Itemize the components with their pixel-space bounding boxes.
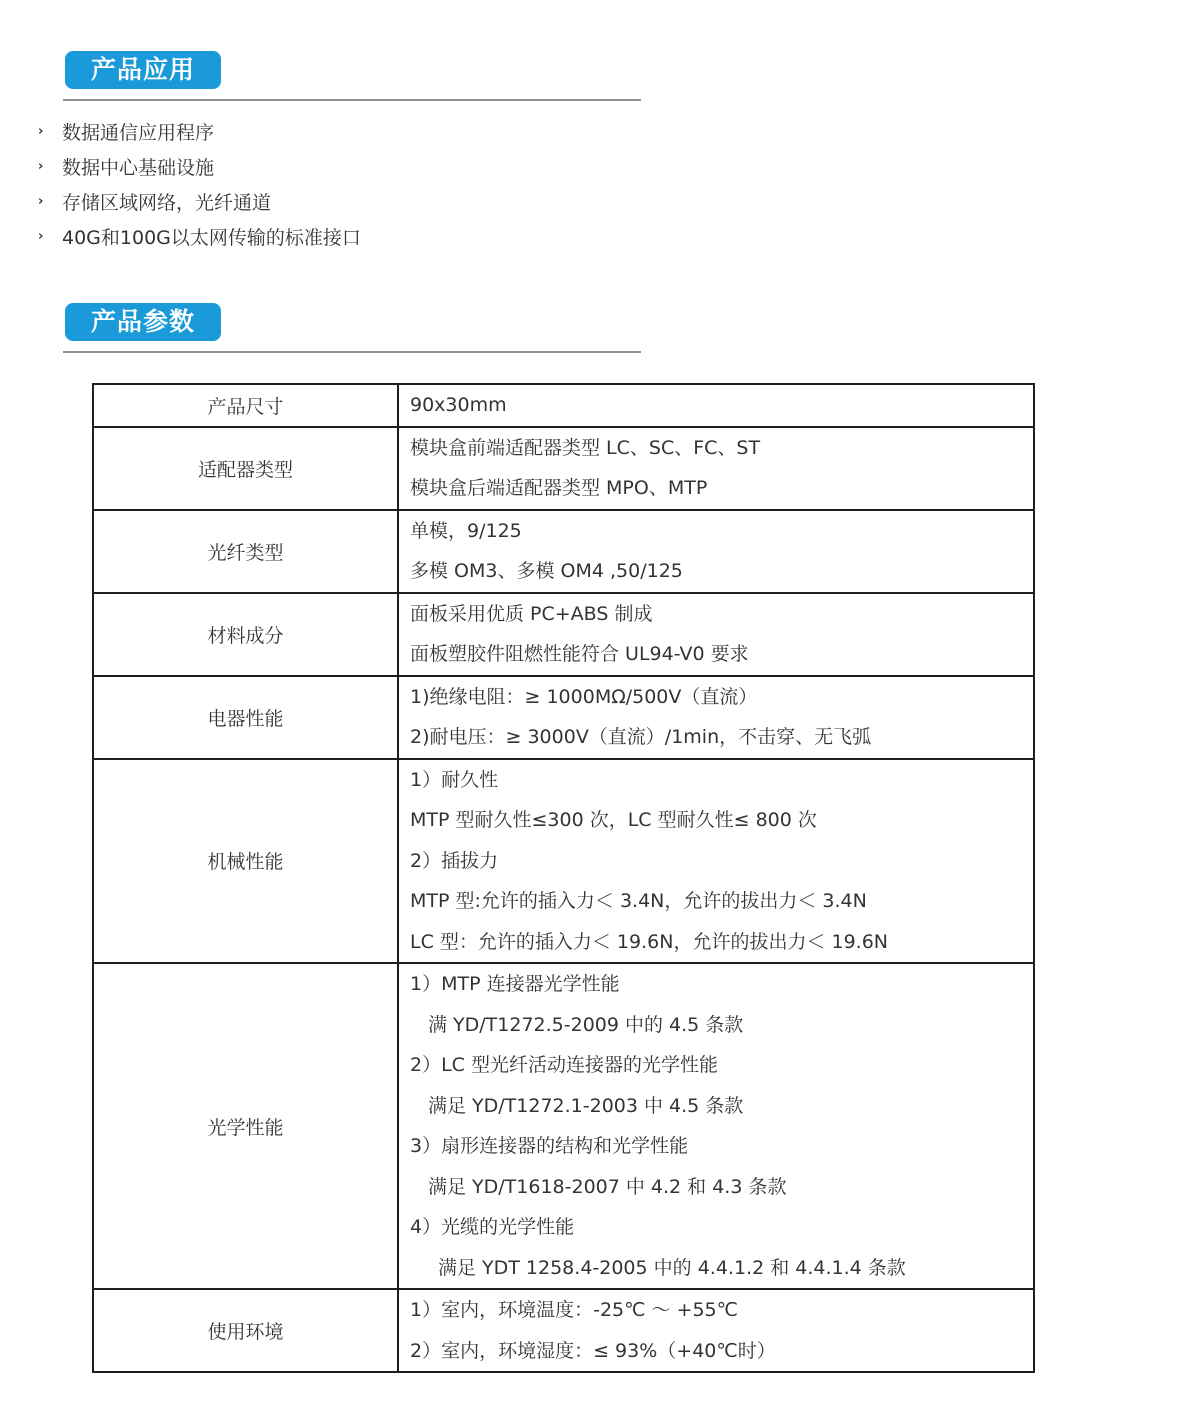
parameters-section-header	[63, 303, 641, 353]
param-label: 电器性能	[93, 676, 398, 759]
param-value	[398, 510, 1034, 593]
param-value-line: 满 YD/T1272.5-2009 中的 4.5 条款	[428, 1013, 744, 1036]
param-value	[398, 427, 1034, 510]
param-value	[398, 963, 1034, 1289]
application-section-header	[63, 51, 641, 101]
section-divider	[63, 99, 641, 101]
list-item	[38, 184, 361, 219]
param-value-line: 1）耐久性	[410, 768, 499, 791]
param-value-line: 满足 YD/T1272.1-2003 中 4.5 条款	[428, 1094, 744, 1117]
param-value	[398, 759, 1034, 964]
table-row	[93, 676, 1034, 759]
application-list	[38, 114, 361, 254]
param-value-line: 1）室内，环境温度：-25℃ ～ +55℃	[410, 1299, 738, 1321]
param-value-line: 1）MTP 连接器光学性能	[410, 973, 620, 995]
param-value-line: 2)耐电压：≥ 3000V（直流）/1min，不击穿、无飞弧	[410, 726, 872, 748]
param-value-line: 满足 YD/T1618-2007 中 4.2 和 4.3 条款	[428, 1175, 787, 1198]
param-label: 光学性能	[93, 963, 398, 1289]
param-value-line: LC 型：允许的插入力＜ 19.6N，允许的拔出力＜ 19.6N	[410, 930, 889, 953]
table-row	[93, 427, 1034, 510]
list-item	[38, 114, 361, 149]
table-row	[93, 384, 1034, 427]
table-row	[93, 593, 1034, 676]
param-value-line: 面板塑胶件阻燃性能符合 UL94-V0 要求	[410, 643, 749, 665]
parameters-table	[92, 383, 1035, 1373]
param-value-line: 90x30mm	[410, 394, 507, 416]
list-item-text: 40G和100G以太网传输的标准接口	[62, 227, 361, 249]
param-value-line: 模块盒后端适配器类型 MPO、MTP	[410, 477, 708, 499]
param-value-line: 满足 YDT 1258.4-2005 中的 4.4.1.2 和 4.4.1.4 条款	[438, 1256, 906, 1279]
param-label: 适配器类型	[93, 427, 398, 510]
application-section-title: 产品应用	[65, 51, 221, 89]
param-value-line: 1)绝缘电阻：≥ 1000MΩ/500V（直流）	[410, 685, 758, 708]
table-row	[93, 1289, 1034, 1372]
param-value-line: 2）室内，环境湿度：≤ 93%（+40℃时）	[410, 1339, 776, 1362]
param-label: 材料成分	[93, 593, 398, 676]
table-row	[93, 510, 1034, 593]
chevron-right-icon: ›	[38, 159, 44, 174]
param-value	[398, 593, 1034, 676]
param-value-line: 2）插拔力	[410, 849, 499, 872]
section-divider	[63, 351, 641, 353]
param-value-line: 4）光缆的光学性能	[410, 1216, 575, 1238]
list-item	[38, 149, 361, 184]
param-label: 机械性能	[93, 759, 398, 964]
parameters-section-title: 产品参数	[65, 303, 221, 341]
param-value-line: 单模，9/125	[410, 519, 522, 542]
param-value-line: 2）LC 型光纤活动连接器的光学性能	[410, 1054, 718, 1076]
param-value	[398, 676, 1034, 759]
param-value-line: 面板采用优质 PC+ABS 制成	[410, 602, 653, 625]
param-value	[398, 1289, 1034, 1372]
param-value-line: MTP 型:允许的插入力＜ 3.4N，允许的拔出力＜ 3.4N	[410, 890, 867, 912]
chevron-right-icon: ›	[38, 124, 44, 139]
table-row	[93, 759, 1034, 964]
param-value-line: 多模 OM3、多模 OM4 ,50/125	[410, 560, 683, 582]
param-label: 光纤类型	[93, 510, 398, 593]
list-item-text: 数据通信应用程序	[62, 122, 215, 144]
param-value-line: 模块盒前端适配器类型 LC、SC、FC、ST	[410, 436, 761, 459]
table-row	[93, 963, 1034, 1289]
param-value-line: MTP 型耐久性≤300 次，LC 型耐久性≤ 800 次	[410, 809, 817, 831]
param-label: 产品尺寸	[93, 384, 398, 427]
param-value-line: 3）扇形连接器的结构和光学性能	[410, 1135, 689, 1157]
chevron-right-icon: ›	[38, 194, 44, 209]
list-item-text: 数据中心基础设施	[62, 157, 215, 179]
list-item	[38, 219, 361, 254]
chevron-right-icon: ›	[38, 229, 44, 244]
param-value	[398, 384, 1034, 427]
list-item-text: 存储区域网络，光纤通道	[62, 192, 272, 214]
param-label: 使用环境	[93, 1289, 398, 1372]
